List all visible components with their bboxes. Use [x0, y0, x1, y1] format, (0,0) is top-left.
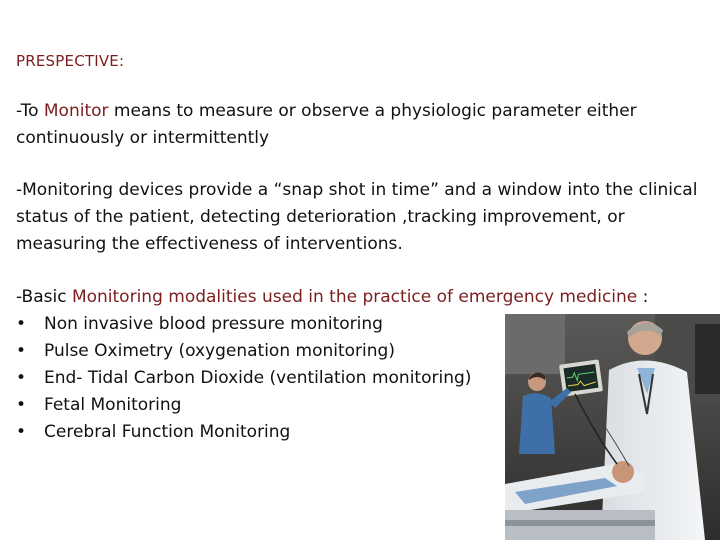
clinical-monitoring-photo [505, 314, 720, 540]
clinical-scene-illustration [505, 314, 720, 540]
list-item-text: End- Tidal Carbon Dioxide (ventilation monitoring) [44, 368, 472, 388]
list-item-text: Pulse Oximetry (oxygenation monitoring) [44, 341, 395, 361]
bullet-marker: • [16, 341, 27, 361]
para1-rest: means to measure or observe a physiologic parameter either continuously or intermittently [16, 101, 637, 148]
modalities-highlight: Monitoring modalities used in the practice of emergency medicine [71, 287, 638, 307]
modalities-intro [16, 284, 706, 311]
monitor-definition-paragraph [16, 98, 706, 152]
bullet-marker: • [16, 368, 27, 388]
bullet-marker: • [16, 422, 27, 442]
bullet-marker: • [16, 395, 27, 415]
bullet-marker: • [16, 314, 27, 334]
list-item-text: Fetal Monitoring [44, 395, 182, 415]
monitoring-devices-paragraph: -Monitoring devices provide a “snap shot in time” and a window into the clinical status of the patient, detecting deterioration ,tracking improvement, or measuring the effectiveness of interventions. [16, 180, 698, 254]
list-item-text: Non invasive blood pressure monitoring [44, 314, 383, 334]
list-item-text: Cerebral Function Monitoring [44, 422, 291, 442]
monitor-keyword: Monitor [43, 101, 109, 121]
para3-suffix: : [637, 287, 649, 307]
slide-heading: PRESPECTIVE: [16, 52, 125, 70]
para3-prefix: -Basic [16, 287, 72, 307]
para1-prefix: -To [16, 101, 44, 121]
